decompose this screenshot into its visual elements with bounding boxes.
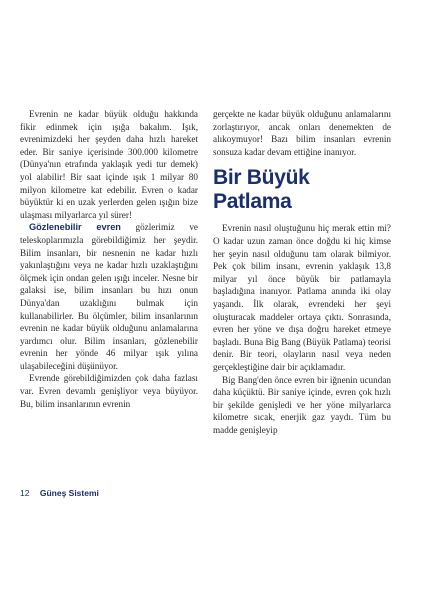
paragraph-light-speed: Evrenin ne kadar büyük olduğu hakkında fikir edinmek için ışığa bakalım. Işık, evrenimizdeki her şeyden daha hızlı hareket eder. Bir saniye içerisinde 300.000 kilometre (Dünya'nın etrafında yaklaşık yedi tur demek) yol alabilir! Bir saat içinde ışık 1 milyar 80 milyon kilometre kat edebilir. Evren o kadar büyüktür ki en uzak yerlerden gelen ışığın bize ulaşması milyarlarca yıl sürer!: [20, 109, 198, 220]
section-heading: Bir Büyük Patlama: [213, 166, 310, 214]
paragraph-expanding-universe: Evrende görebildiğimizden çok daha fazlası var. Evren devamlı genişliyor veya büyüyor. Bu, bilim insanlarının evrenin: [20, 373, 198, 409]
page-footer: [20, 488, 99, 498]
term-observable-universe: Gözlenebilir evren: [29, 222, 121, 233]
page-number: 12: [20, 488, 30, 498]
paragraph-before-big-bang: Big Bang'den önce evren bir iğnenin ucundan daha küçüktü. Bir saniye içinde, evren çok hızlı bir şekilde genişledi ve her yöne milyarlarca kilometre sıcak, enerjik gaz yaydı. Tüm bu madde genişleyip: [213, 374, 391, 435]
left-column: [20, 108, 198, 410]
paragraph-observable-universe-text: gözlerimiz ve teleskoplarımızla görebildiğimiz her şeydir. Bilim insanları, bir nesnenin ne kadar hızlı yakınlaştığını veya ne kadar hızlı uzaklaştığını ölçmek için ondan gelen ışığı inceler. Nesne bir galaksi ise, bilim insanları bu hızı onun Dünya'dan uzaklığını bulmak için kullanabilirler. Bu ölçümler, bilim insanlarının evrenin ne kadar büyük olduğunu anlamalarına yardımcı olur. Bilim insanları, gözlenebilir evrenin her yönde 46 milyar ışık yılına ulaşabileceğini düşünüyor.: [20, 222, 198, 371]
paragraph-continued: gerçekte ne kadar büyük olduğunu anlamalarını zorlaştırıyor, ancak onları denemekten de alıkoymuyor! Bazı bilim insanları evrenin sonsuza kadar devam ettiğine inanıyor.: [213, 109, 391, 157]
book-title: Güneş Sistemi: [39, 488, 99, 498]
paragraph-big-bang: Evrenin nasıl oluştuğunu hiç merak ettin mi? O kadar uzun zaman önce doğdu ki hiç kimse her şeyin nasıl olduğunu tam olarak bilmiyor. Pek çok bilim insanı, evrenin yaklaşık 13,8 milyar yıl önce büyük bir patlamayla başladığına inanıyor. Patlama anında iki olay yaşandı. İlk olarak, evrendeki her şeyi oluşturacak maddeler ortaya çıktı. Sonrasında, evren her yöne ve dışa doğru hareket etmeye başladı. Buna Big Bang (Büyük Patlama) teorisi denir. Bir teori, olayların nasıl veya neden gerçekleştiğine dair bir açıklamadır.: [213, 223, 391, 372]
paragraph-observable-universe: [20, 221, 198, 372]
right-column: [213, 108, 391, 436]
